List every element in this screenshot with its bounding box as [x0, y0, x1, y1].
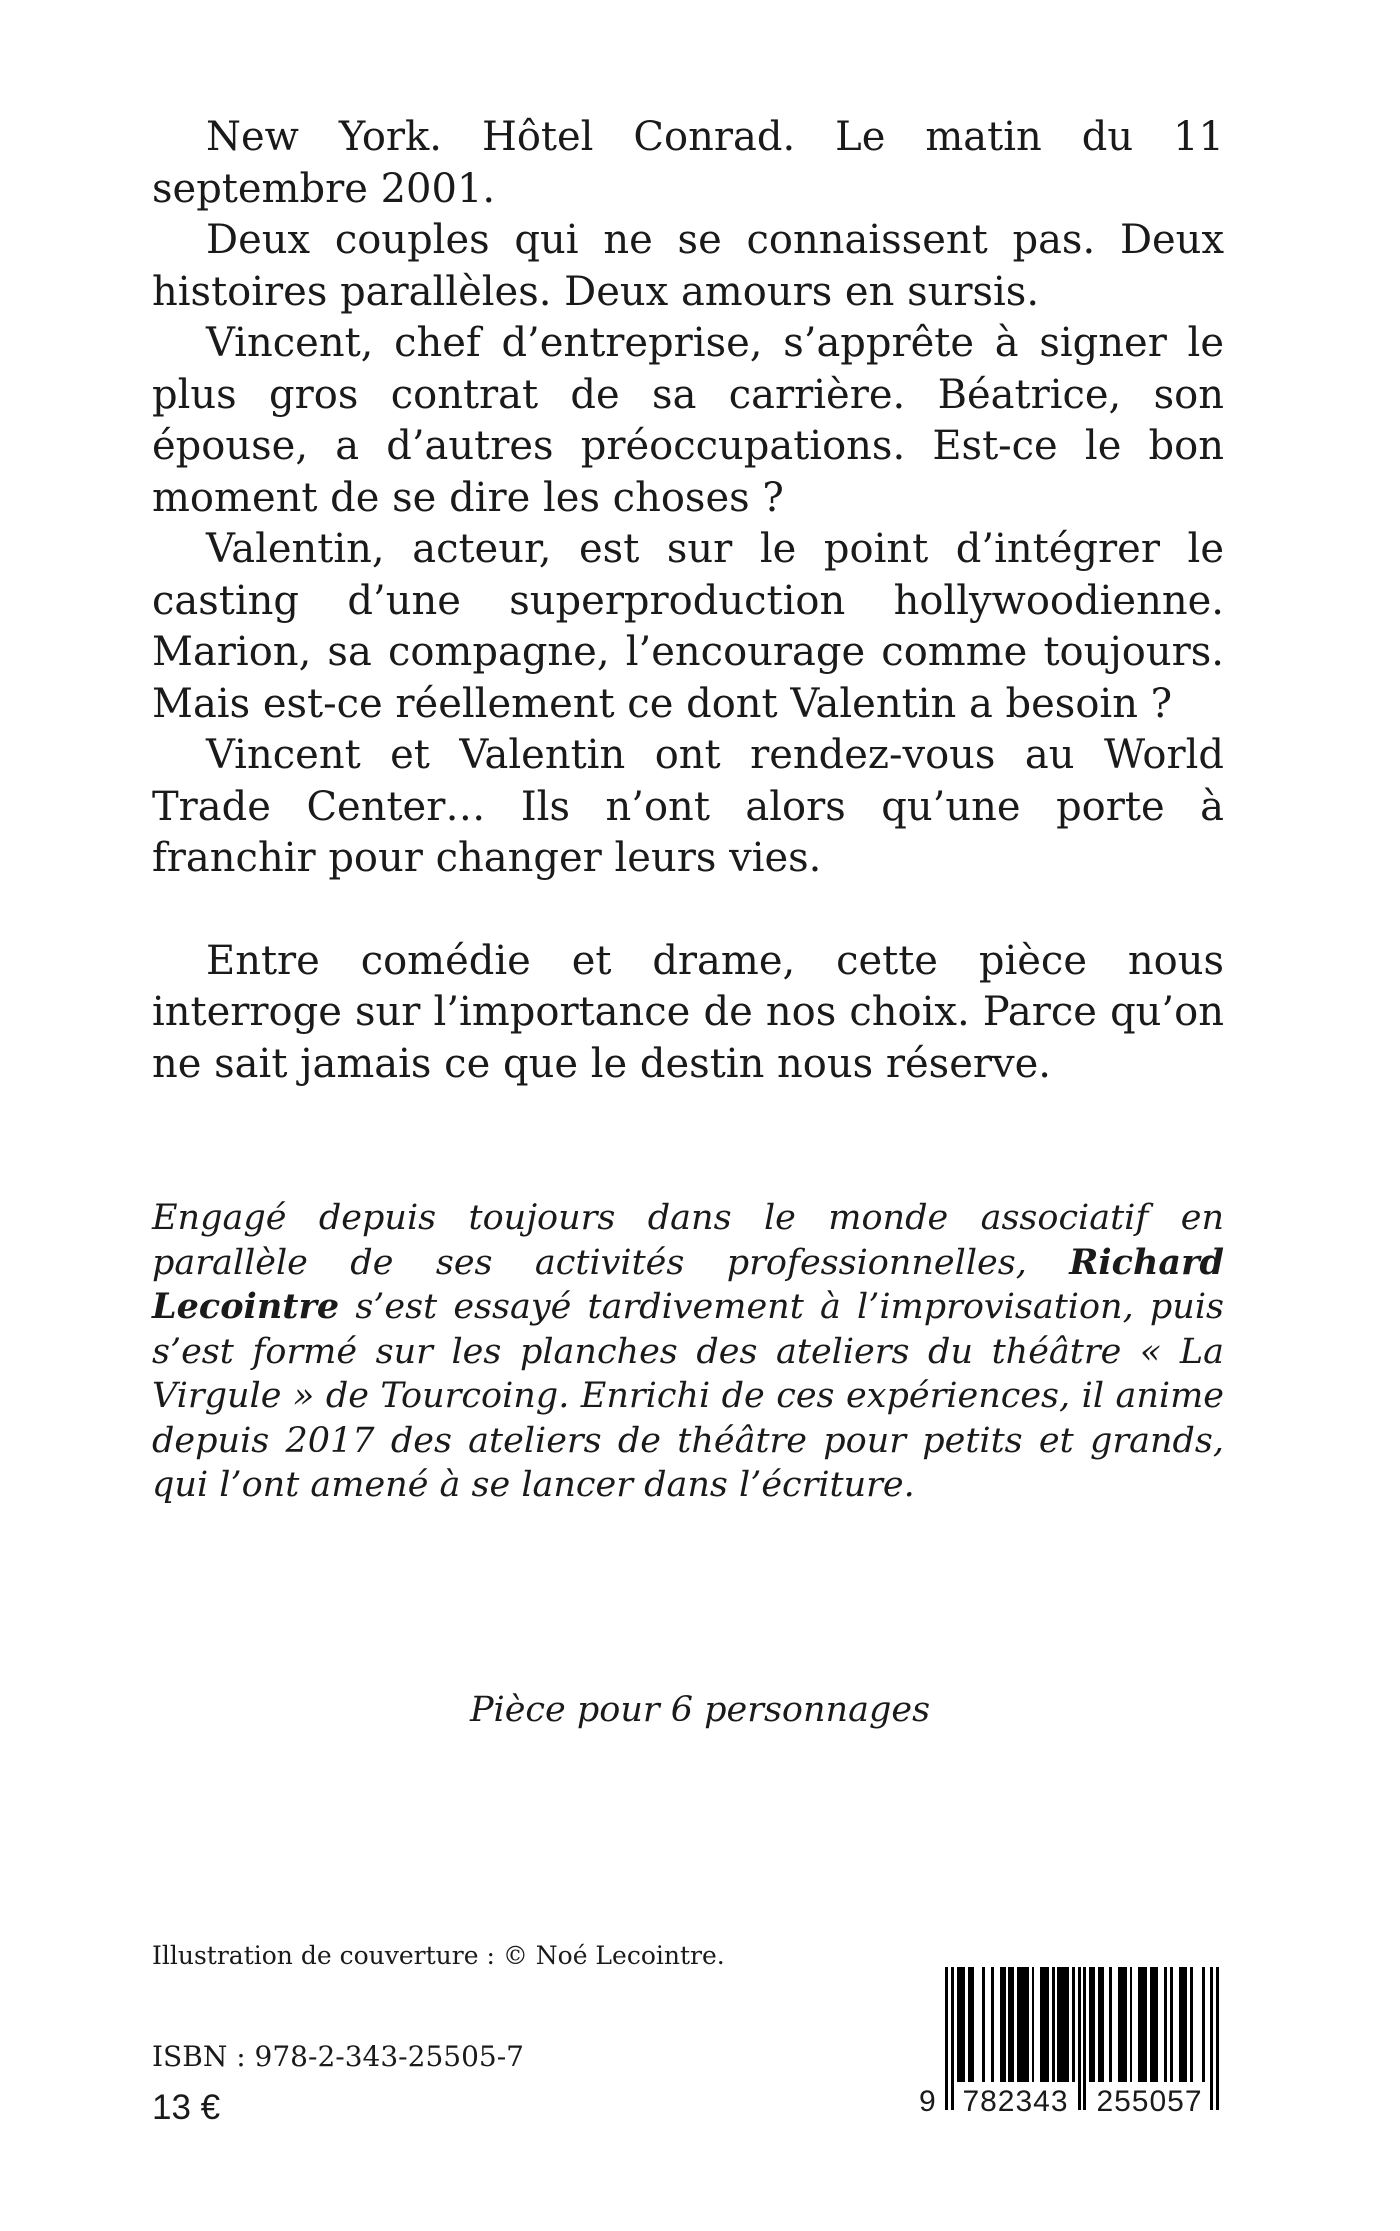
barcode-bar [1000, 1967, 1006, 2082]
barcode-bar [1072, 1967, 1075, 2082]
isbn-number: ISBN : 978-2-343-25505-7 [152, 2040, 524, 2073]
author-name: Richard Lecointre [152, 1241, 1224, 1327]
barcode-right-digits: 255057 [1096, 2085, 1203, 2118]
summary-paragraph: Valentin, acteur, est sur le point d’intégrer le casting d’une superproduction hollywoodienne. Marion, sa compagne, l’encourage comme toujours. Mais est-ce réellement ce dont Valentin a besoin ? [152, 526, 1224, 727]
barcode-bar [1040, 1967, 1049, 2082]
barcode-bar [1057, 1967, 1069, 2082]
author-bio-text: Engagé depuis toujours dans le monde associatif en parallèle de ses activités professionnelles, Richard Lecointre s’est essayé tardivement à l’improvisation, puis s’est formé sur les planches des ateliers du théâtre « La Virgule » de Tourcoing. Enrichi de ces expériences, il anime depuis 2017 des ateliers de théâtre pour petits et grands, qui l’ont amené à se lancer dans l’écriture. [152, 1198, 1224, 1505]
barcode-bar [1216, 1967, 1219, 2110]
barcode-bar [1017, 1967, 1029, 2082]
barcode-bar [957, 1967, 966, 2082]
barcode-bar [1078, 1967, 1081, 2110]
barcode-bar [1083, 1967, 1086, 2110]
barcode-bar [1170, 1967, 1173, 2082]
barcode-bar [1008, 1967, 1014, 2082]
barcode-left-digits: 782343 [962, 2085, 1069, 2118]
barcode-bar [1109, 1967, 1112, 2082]
summary-paragraph: New York. Hôtel Conrad. Le matin du 11 septembre 2001. [152, 114, 1224, 212]
summary-paragraph: Deux couples qui ne se connaissent pas. Deux histoires parallèles. Deux amours en sursis. [152, 217, 1224, 315]
barcode-bar [968, 1967, 974, 2082]
barcode-bar [1150, 1967, 1159, 2082]
barcode-bar [951, 1967, 954, 2110]
barcode-bar [1202, 1967, 1205, 2082]
summary-paragraph: Vincent, chef d’entreprise, s’apprête à signer le plus gros contrat de sa carrière. Béatrice, son épouse, a d’autres préoccupations. Est-ce le bon moment de se dire les choses ? [152, 320, 1224, 521]
isbn-barcode [907, 1967, 1219, 2127]
barcode-bar [982, 1967, 985, 2082]
barcode-bar [1052, 1967, 1055, 2082]
price-label: 13 € [152, 2088, 221, 2127]
barcode-first-digit: 9 [919, 2085, 936, 2118]
barcode-bar [1164, 1967, 1167, 2082]
summary-closing-paragraph: Entre comédie et drame, cette pièce nous interroge sur l’importance de nos choix. Parce qu’on ne sait jamais ce que le destin nous réserve. [152, 937, 1224, 1087]
barcode-bar [945, 1967, 948, 2110]
barcode-bar [1138, 1967, 1147, 2082]
barcode-bar [1089, 1967, 1095, 2082]
cover-illustration-credit: Illustration de couverture : © Noé Lecointre. [152, 1941, 725, 1970]
barcode-bar [991, 1967, 994, 2082]
theatre-name: « La Virgule » [152, 1331, 1224, 1416]
author-bio [152, 1196, 1224, 1508]
cast-size-note: Pièce pour 6 personnages [469, 1690, 931, 1730]
barcode-bar [1032, 1967, 1035, 2082]
barcode-bar [1118, 1967, 1127, 2082]
barcode-bar [1130, 1967, 1133, 2082]
back-cover-summary [152, 112, 1224, 1090]
barcode-bar [1179, 1967, 1188, 2082]
barcode-bar [1210, 1967, 1213, 2110]
summary-paragraph: Vincent et Valentin ont rendez-vous au World Trade Center… Ils n’ont alors qu’une porte à franchir pour changer leurs vies. [152, 732, 1224, 881]
barcode-bar [1098, 1967, 1104, 2082]
barcode-bar [1190, 1967, 1193, 2082]
